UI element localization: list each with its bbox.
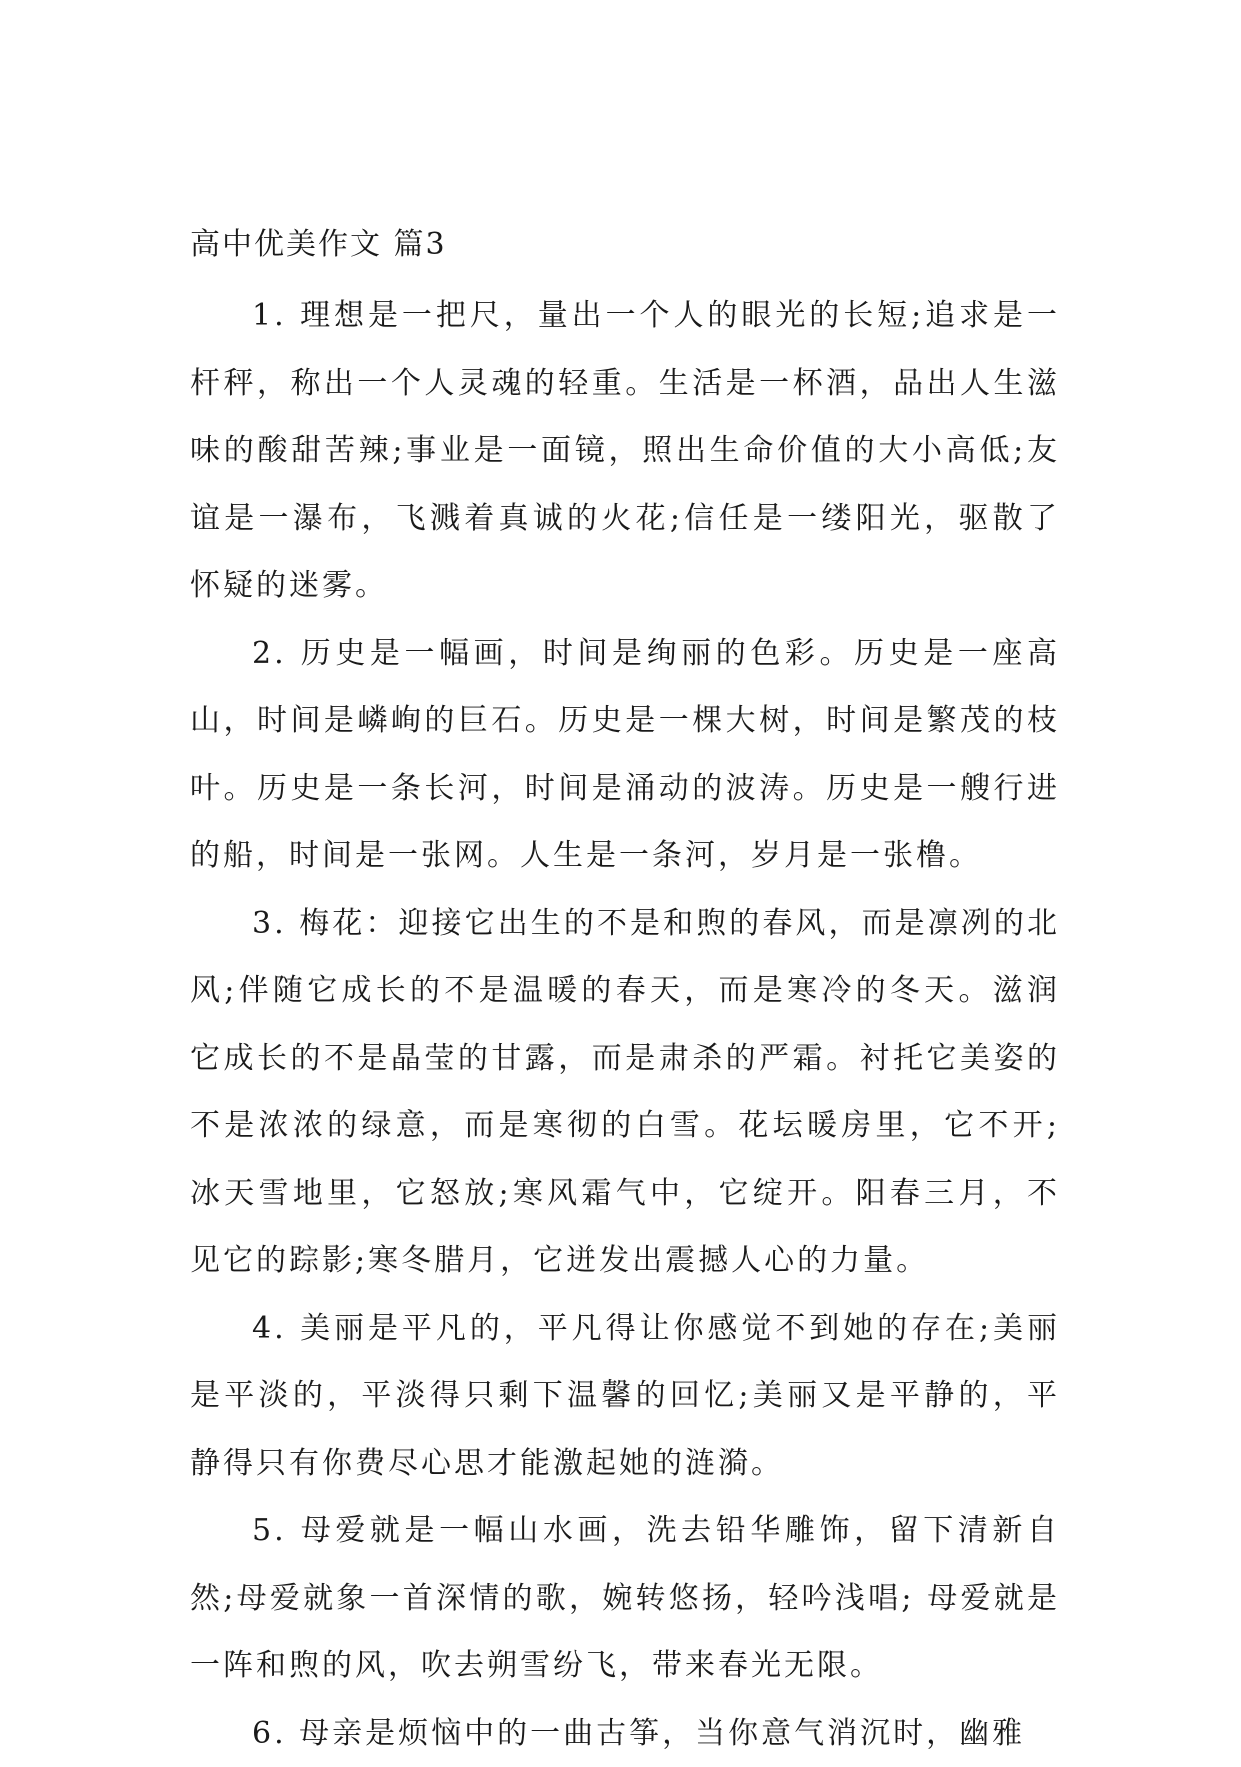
paragraph-5: 5. 母爱就是一幅山水画，洗去铅华雕饰，留下清新自然;母爱就象一首深情的歌，婉转悠扬，轻吟浅唱; 母爱就是一阵和煦的风，吹去朔雪纷飞，带来春光无限。	[190, 1497, 1060, 1700]
paragraph-2: 2. 历史是一幅画，时间是绚丽的色彩。历史是一座高山，时间是嶙峋的巨石。历史是一棵大树，时间是繁茂的枝叶。历史是一条长河，时间是涌动的波涛。历史是一艘行进的船，时间是一张网。人生是一条河，岁月是一张橹。	[190, 620, 1060, 890]
document-title: 高中优美作文 篇3	[190, 220, 1060, 270]
document-page	[190, 220, 1060, 1767]
paragraph-4: 4. 美丽是平凡的，平凡得让你感觉不到她的存在;美丽是平淡的，平淡得只剩下温馨的回忆;美丽又是平静的，平静得只有你费尽心思才能激起她的涟漪。	[190, 1295, 1060, 1498]
paragraph-3: 3. 梅花：迎接它出生的不是和煦的春风，而是凛冽的北风;伴随它成长的不是温暖的春天，而是寒冷的冬天。滋润它成长的不是晶莹的甘露，而是肃杀的严霜。衬托它美姿的不是浓浓的绿意，而是寒彻的白雪。花坛暖房里，它不开;冰天雪地里，它怒放;寒风霜气中，它绽开。阳春三月，不见它的踪影;寒冬腊月，它迸发出震撼人心的力量。	[190, 890, 1060, 1295]
paragraph-1: 1. 理想是一把尺，量出一个人的眼光的长短;追求是一杆秤，称出一个人灵魂的轻重。生活是一杯酒，品出人生滋味的酸甜苦辣;事业是一面镜，照出生命价值的大小高低;友谊是一瀑布，飞溅着真诚的火花;信任是一缕阳光，驱散了怀疑的迷雾。	[190, 282, 1060, 620]
paragraph-6: 6. 母亲是烦恼中的一曲古筝，当你意气消沉时，幽雅	[190, 1700, 1060, 1767]
